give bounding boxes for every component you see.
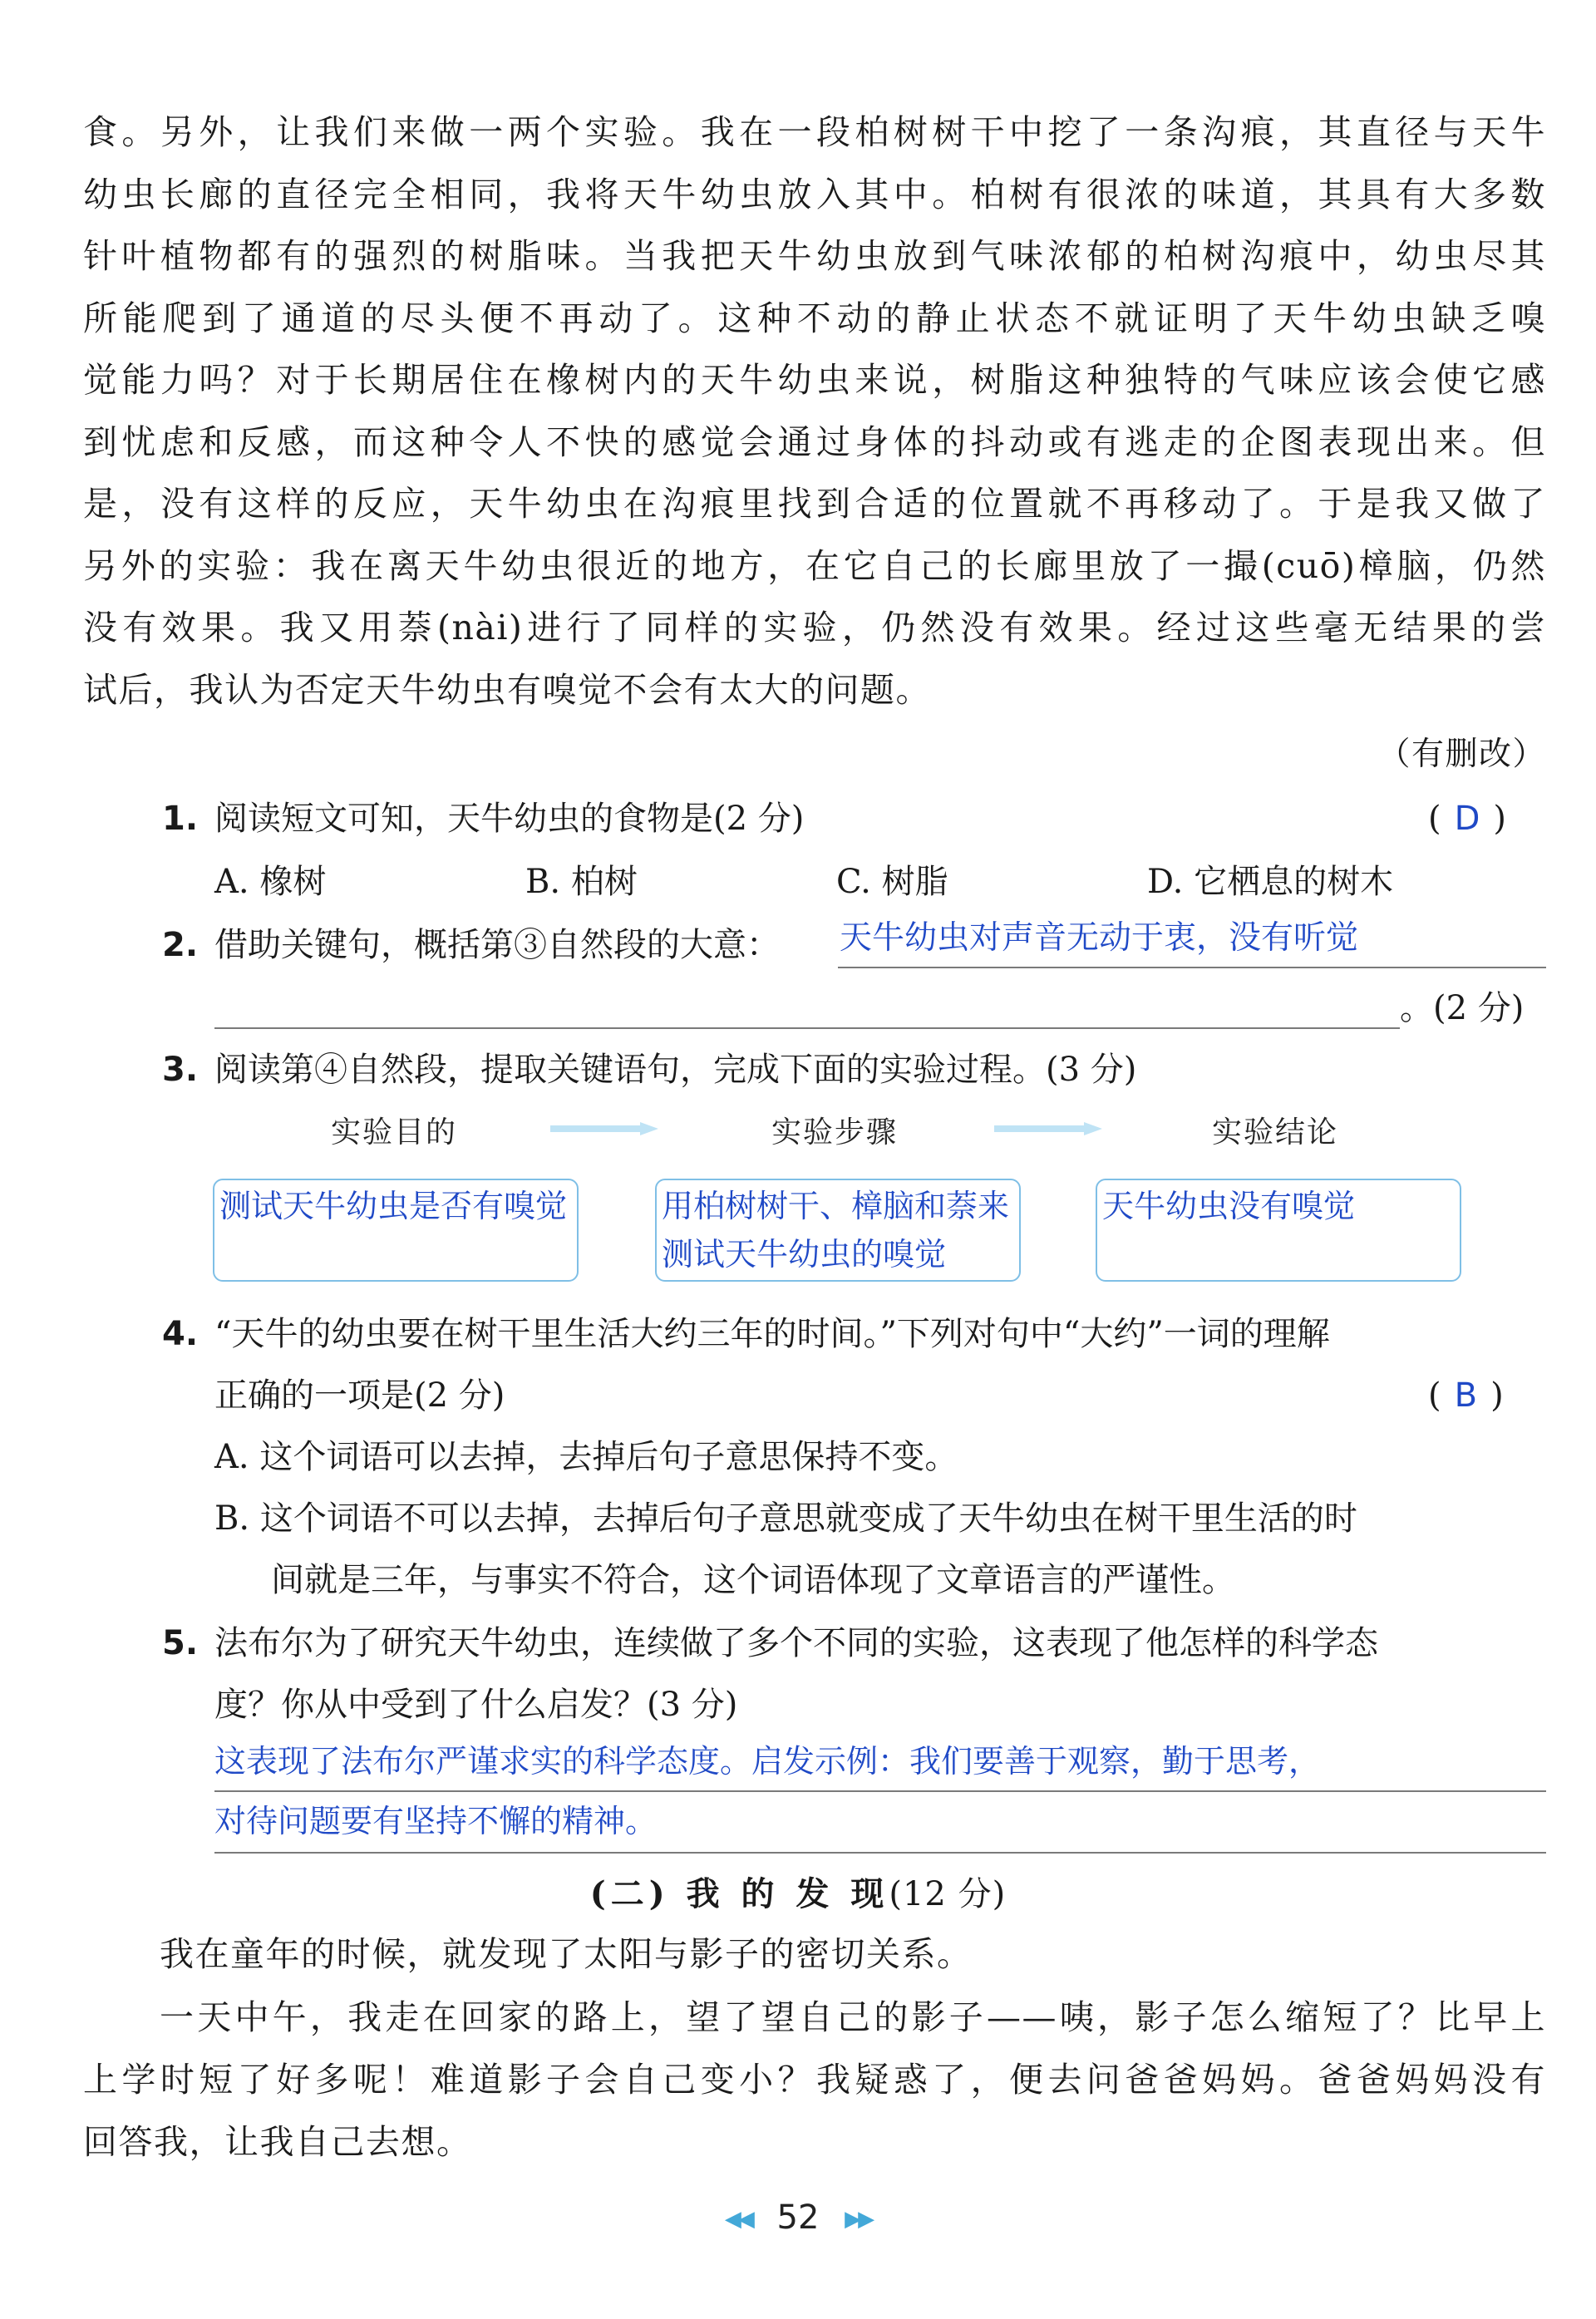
question-text: “天牛的幼虫要在树干里生活大约三年的时间。”下列对句中“大约”一词的理解: [214, 1315, 1330, 1353]
passage-line: 另外的实验：我在离天牛幼虫很近的地方，在它自己的长廊里放了一撮(cuō)樟脑，仍然: [83, 545, 1546, 586]
passage-line: 试后，我认为否定天牛幼虫有嗅觉不会有太大的问题。: [83, 669, 931, 710]
label-conclusion: 实验结论: [1212, 1115, 1339, 1150]
option-a: A. 橡树: [214, 863, 327, 901]
answer-text: 对待问题要有坚持不懈的精神。: [214, 1803, 658, 1839]
question-text: 法布尔为了研究天牛幼虫，连续做了多个不同的实验，这表现了他怎样的科学态: [214, 1624, 1378, 1662]
option-b: B. 柏树: [525, 863, 638, 901]
page-footer: [0, 2198, 1596, 2237]
points-label: 。(2 分): [1400, 989, 1525, 1027]
prev-arrow-icon: ◀◀: [724, 2207, 751, 2232]
section-heading: (二) 我 的 发 现: [589, 1874, 889, 1913]
paragraph-cont: 回答我，让我自己去想。: [83, 2122, 472, 2162]
label-steps: 实验步骤: [771, 1115, 899, 1150]
question-number: 4.: [162, 1315, 199, 1353]
answer-bracket: ( D ): [1428, 800, 1507, 838]
option-a: A. 这个词语可以去掉，去掉后句子意思保持不变。: [214, 1438, 958, 1476]
option-b-cont: 间就是三年，与事实不符合，这个词语体现了文章语言的严谨性。: [271, 1561, 1235, 1599]
question-number: 1.: [162, 800, 199, 838]
steps-box: 用柏树树干、樟脑和萘来测试天牛幼虫的嗅觉: [655, 1179, 1021, 1282]
passage-line: 幼虫长廊的直径完全相同，我将天牛幼虫放入其中。柏树有很浓的味道，其具有大多数: [83, 174, 1546, 214]
question-text-cont: 正确的一项是(2 分): [214, 1376, 505, 1415]
passage-line: 到忧虑和反感，而这种令人不快的感觉会通过身体的抖动或有逃走的企图表现出来。但: [83, 421, 1546, 462]
right-arrow-icon: [994, 1122, 1102, 1135]
paragraph: 我在童年的时候，就发现了太阳与影子的密切关系。: [160, 1934, 973, 1974]
answer-choice: B: [1454, 1376, 1478, 1415]
question-number: 5.: [162, 1624, 199, 1662]
answer-line: [214, 1852, 1546, 1854]
question-text: 借助关键句，概括第③自然段的大意：: [214, 926, 780, 964]
paragraph: 一天中午，我走在回家的路上，望了望自己的影子——咦，影子怎么缩短了？比早上: [160, 1997, 1546, 2037]
right-arrow-icon: [550, 1122, 658, 1135]
purpose-box: 测试天牛幼虫是否有嗅觉: [213, 1179, 579, 1282]
label-purpose: 实验目的: [331, 1115, 458, 1150]
passage-line: 觉能力吗？对于长期居住在橡树内的天牛幼虫来说，树脂这种独特的气味应该会使它感: [83, 360, 1546, 400]
next-arrow-icon: ▶▶: [845, 2207, 872, 2232]
passage-line: 是，没有这样的反应，天牛幼虫在沟痕里找到合适的位置就不再移动了。于是我又做了: [83, 484, 1546, 524]
passage-line: 针叶植物都有的强烈的树脂味。当我把天牛幼虫放到气味浓郁的柏树沟痕中，幼虫尽其: [83, 236, 1546, 276]
paragraph-cont: 上学时短了好多呢！难道影子会自己变小？我疑惑了，便去问爸爸妈妈。爸爸妈妈没有: [83, 2060, 1546, 2100]
option-b: B. 这个词语不可以去掉，去掉后句子意思就变成了天牛幼虫在树干里生活的时: [214, 1499, 1357, 1538]
option-c: C. 树脂: [836, 863, 948, 901]
question-number: 2.: [162, 926, 199, 964]
question-number: 3.: [162, 1051, 199, 1089]
question-text-cont: 度？你从中受到了什么启发？(3 分): [214, 1686, 738, 1724]
passage-line: 食。另外，让我们来做一两个实验。我在一段柏树树干中挖了一条沟痕，其直径与天牛: [83, 112, 1546, 152]
question-text: 阅读第④自然段，提取关键语句，完成下面的实验过程。(3 分): [214, 1051, 1137, 1089]
answer-choice: D: [1454, 800, 1480, 838]
question-text: 阅读短文可知，天牛幼虫的食物是(2 分): [214, 800, 805, 838]
answer-text: 天牛幼虫对声音无动于衷，没有听觉: [840, 919, 1359, 957]
answer-bracket: ( B ): [1428, 1376, 1504, 1415]
reading-passage: [83, 101, 1546, 786]
section-title: [0, 1868, 1596, 1915]
passage-line: 没有效果。我又用萘(nài)进行了同样的实验，仍然没有效果。经过这些毫无结果的尝: [83, 608, 1546, 647]
conclusion-box: 天牛幼虫没有嗅觉: [1096, 1179, 1461, 1282]
answer-text: 这表现了法布尔严谨求实的科学态度。启发示例：我们要善于观察，勤于思考，: [214, 1743, 1321, 1780]
option-d: D. 它栖息的树木: [1147, 863, 1394, 901]
passage-line: 所能爬到了通道的尽头便不再动了。这种不动的静止状态不就证明了天牛幼虫缺乏嗅: [83, 298, 1546, 338]
page-number: 52: [776, 2198, 820, 2237]
source-note: （有删改）: [1377, 736, 1546, 773]
answer-line: [838, 967, 1546, 968]
answer-line: [214, 1027, 1400, 1029]
section-points: (12 分): [889, 1875, 1007, 1913]
